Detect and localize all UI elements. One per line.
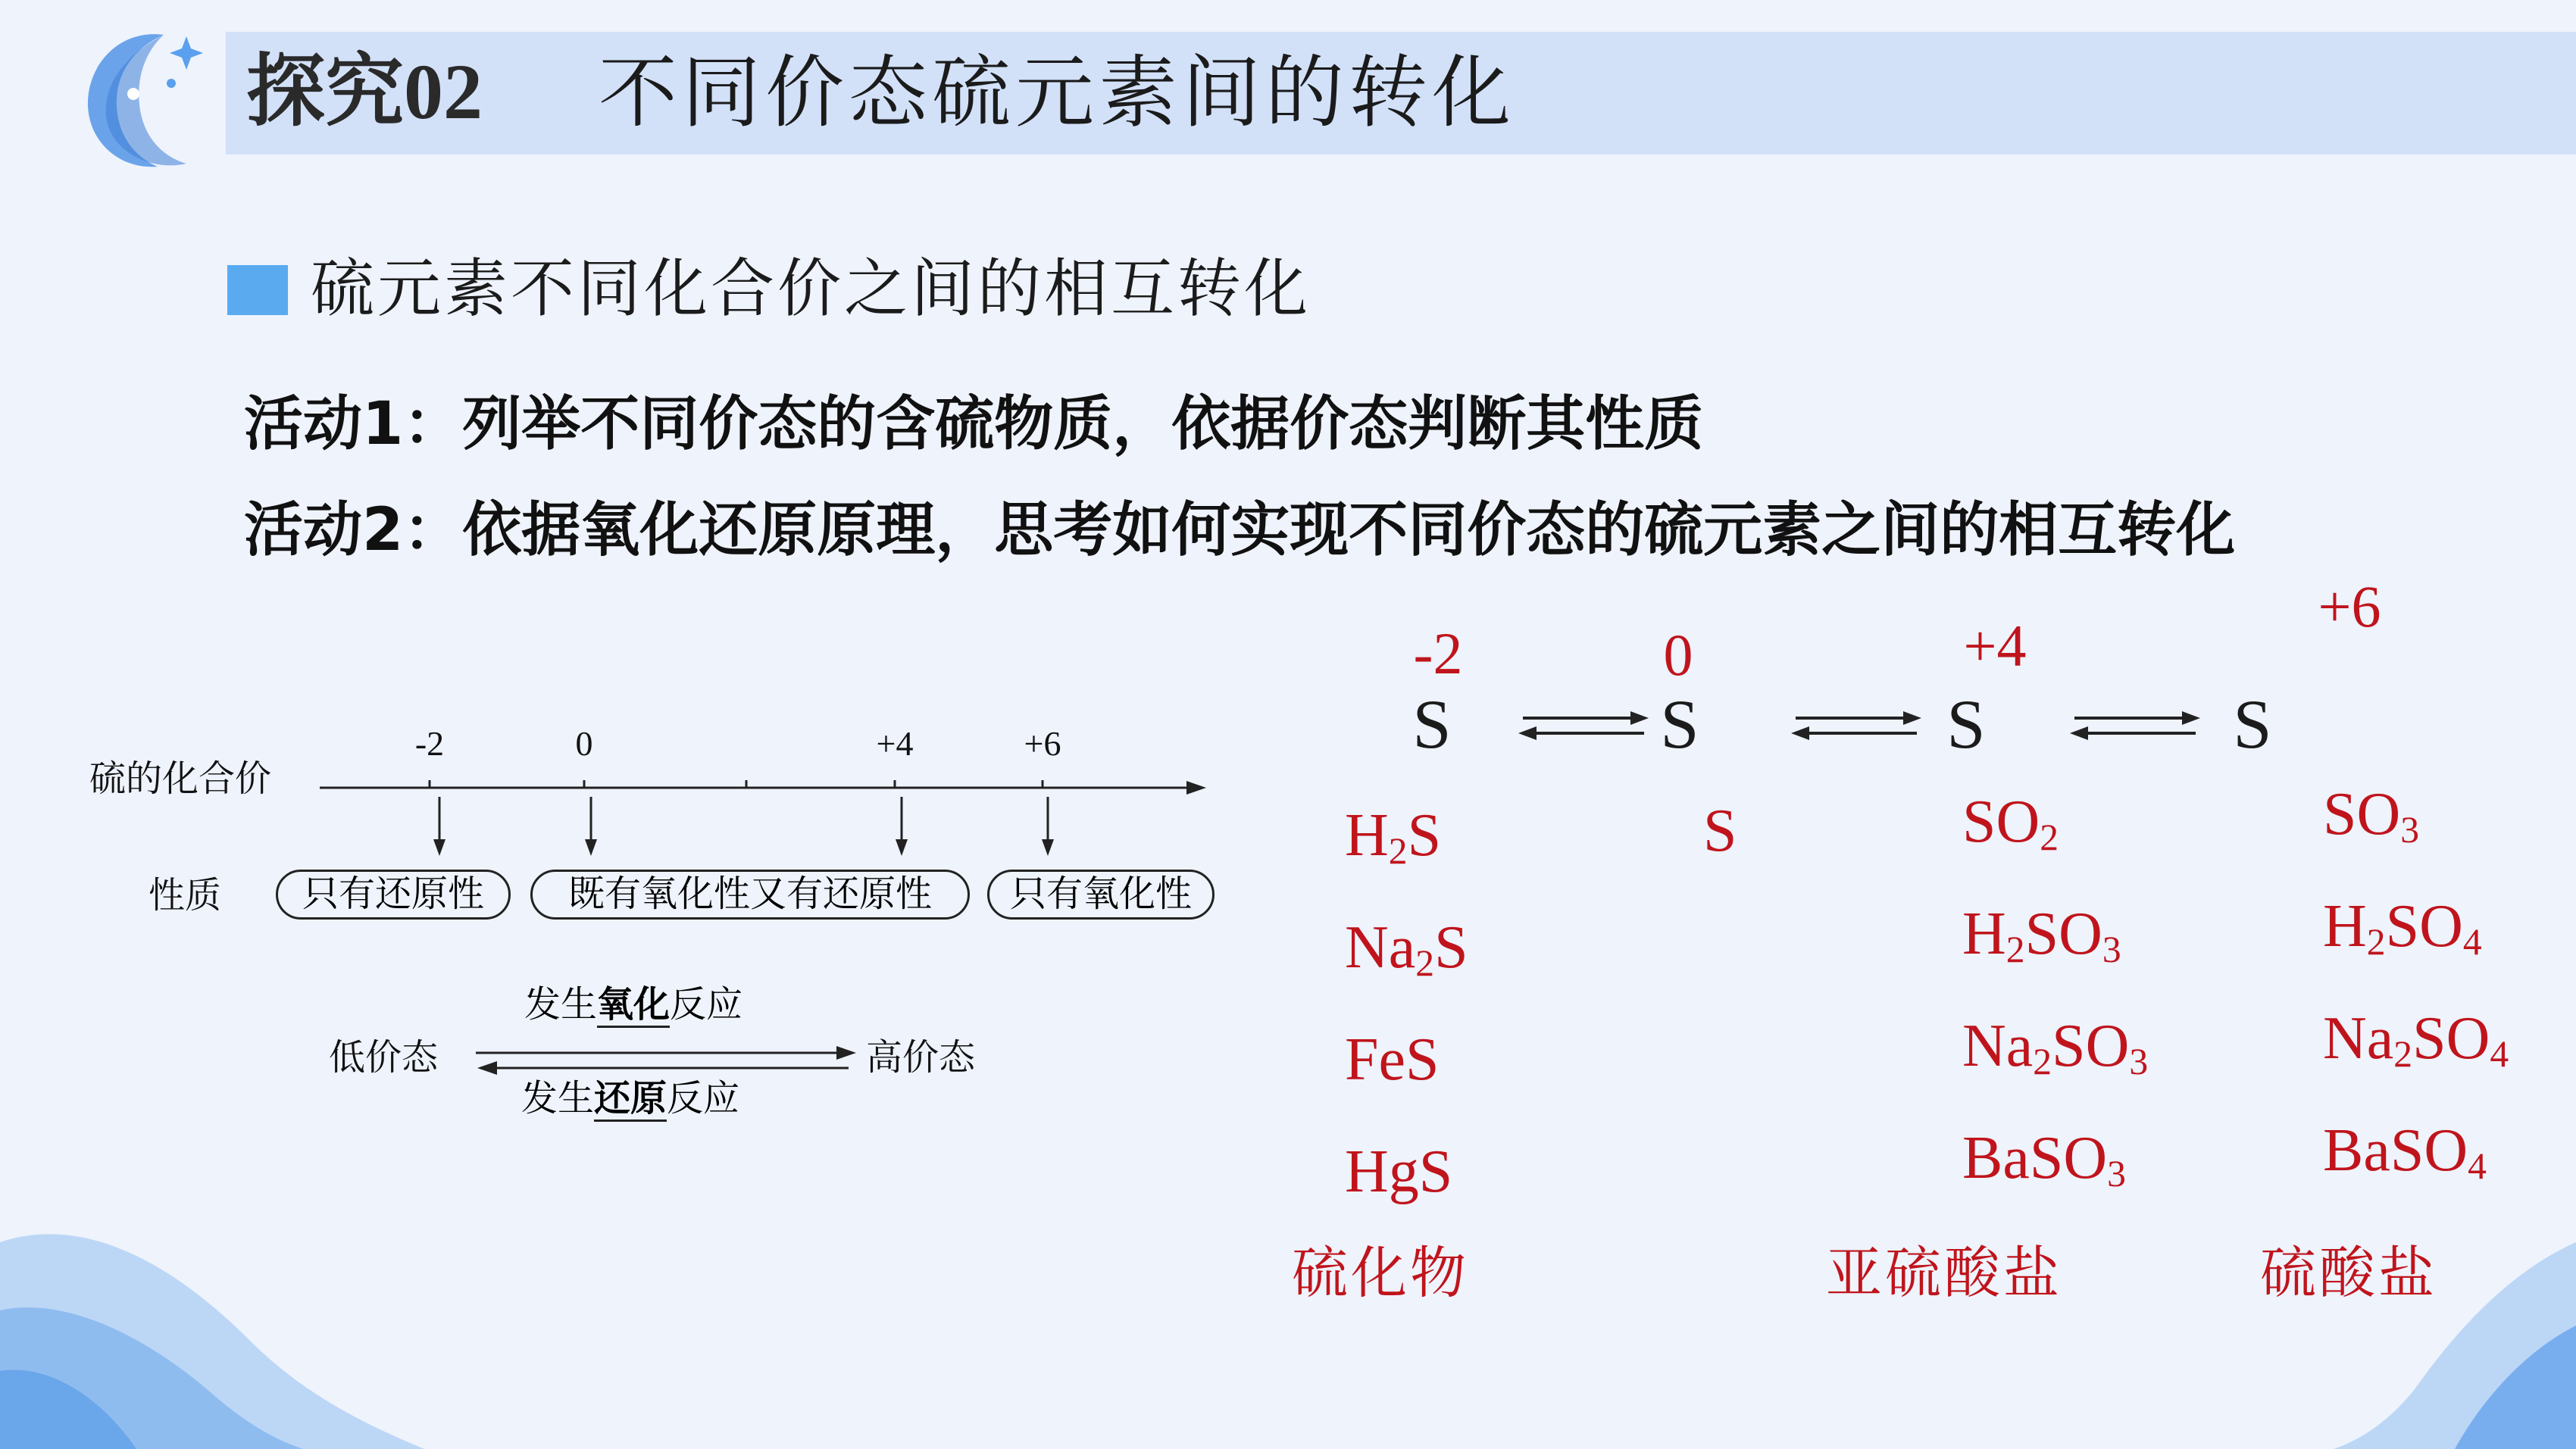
oxidation-number-zero: 0	[1663, 622, 1693, 688]
compound-formula-plus4-3: BaSO$_3$	[1962, 1125, 2126, 1194]
oxidation-number-plus6: +6	[2318, 573, 2381, 639]
sulfur-symbol-plus4: S	[1946, 685, 1986, 763]
compound-formula-minus2-2: FeS	[1345, 1026, 1440, 1093]
tick-label-zero: 0	[575, 724, 593, 763]
compound-formula-minus2-0: $H_2S$	[1345, 802, 1442, 872]
bullet-square	[227, 265, 288, 315]
oxidation-number-minus2: -2	[1413, 620, 1463, 686]
section-label: 探究02	[246, 48, 483, 136]
sulfur-symbol-plus6: S	[2233, 685, 2272, 763]
compound-formula-minus2-3: HgS	[1345, 1138, 1453, 1205]
compound-formula-plus6-1: $H_2SO_4$	[2323, 893, 2482, 963]
compound-formula-minus2-1: $Na_2S$	[1345, 914, 1468, 984]
compound-formula-plus4-0: $SO_2$	[1962, 789, 2059, 858]
property-label: 性质	[148, 874, 222, 917]
reduction-reaction-label	[521, 1076, 739, 1121]
category-sulfates: 硫酸盐	[2260, 1241, 2437, 1306]
background-wave-left	[0, 1182, 485, 1449]
low-valence-label: 低价态	[329, 1036, 439, 1079]
high-valence-label: 高价态	[866, 1036, 976, 1079]
activity-1: 活动1：列举不同价态的含硫物质，依据价态判断其性质	[244, 390, 1704, 458]
compound-formula-plus6-2: $Na_2SO_4$	[2323, 1005, 2509, 1075]
compound-formula-plus6-0: $SO_3$	[2323, 781, 2420, 851]
reduction-key: 还原	[594, 1077, 667, 1122]
compound-formula-plus6-3: BaSO$_4$	[2323, 1117, 2487, 1187]
tick-label-plus4: +4	[876, 724, 914, 763]
equilibrium-arrow-2	[1788, 707, 1924, 745]
equilibrium-arrow-3	[2067, 707, 2203, 745]
moon-face-logo	[73, 21, 217, 173]
axis-label: 硫的化合价	[89, 757, 272, 800]
oxidation-number-plus4: +4	[1963, 613, 2027, 679]
oxidation-pre: 发生	[524, 983, 598, 1026]
category-sulfides: 硫化物	[1292, 1241, 1469, 1306]
property-reducing-only: 只有还原性	[276, 870, 511, 920]
compound-formula-zero-0: S	[1703, 798, 1737, 864]
category-sulfites: 亚硫酸盐	[1826, 1241, 2062, 1306]
reduction-post: 反应	[667, 1077, 740, 1120]
valence-axis	[303, 757, 1212, 863]
compound-formula-plus4-2: $Na_2SO_3$	[1962, 1013, 2149, 1082]
oxidation-reaction-label	[524, 982, 742, 1027]
property-both: 既有氧化性又有还原性	[530, 870, 970, 920]
page-title: 不同价态硫元素间的转化	[599, 46, 1516, 139]
compound-formula-plus4-1: $H_2SO_3$	[1962, 901, 2121, 970]
subheading: 硫元素不同化合价之间的相互转化	[311, 251, 1311, 326]
reduction-pre: 发生	[521, 1077, 595, 1120]
property-oxidizing-only: 只有氧化性	[987, 870, 1215, 920]
oxidation-post: 反应	[670, 983, 743, 1026]
equilibrium-arrow-1	[1515, 707, 1652, 745]
activity-2: 活动2：依据氧化还原原理，思考如何实现不同价态的硫元素之间的相互转化	[244, 496, 2236, 564]
oxidation-key: 氧化	[597, 983, 670, 1028]
sulfur-symbol-minus2: S	[1412, 685, 1452, 763]
tick-label-plus6: +6	[1024, 724, 1061, 763]
tick-label-minus2: -2	[414, 724, 445, 763]
sulfur-symbol-zero: S	[1660, 685, 1699, 763]
